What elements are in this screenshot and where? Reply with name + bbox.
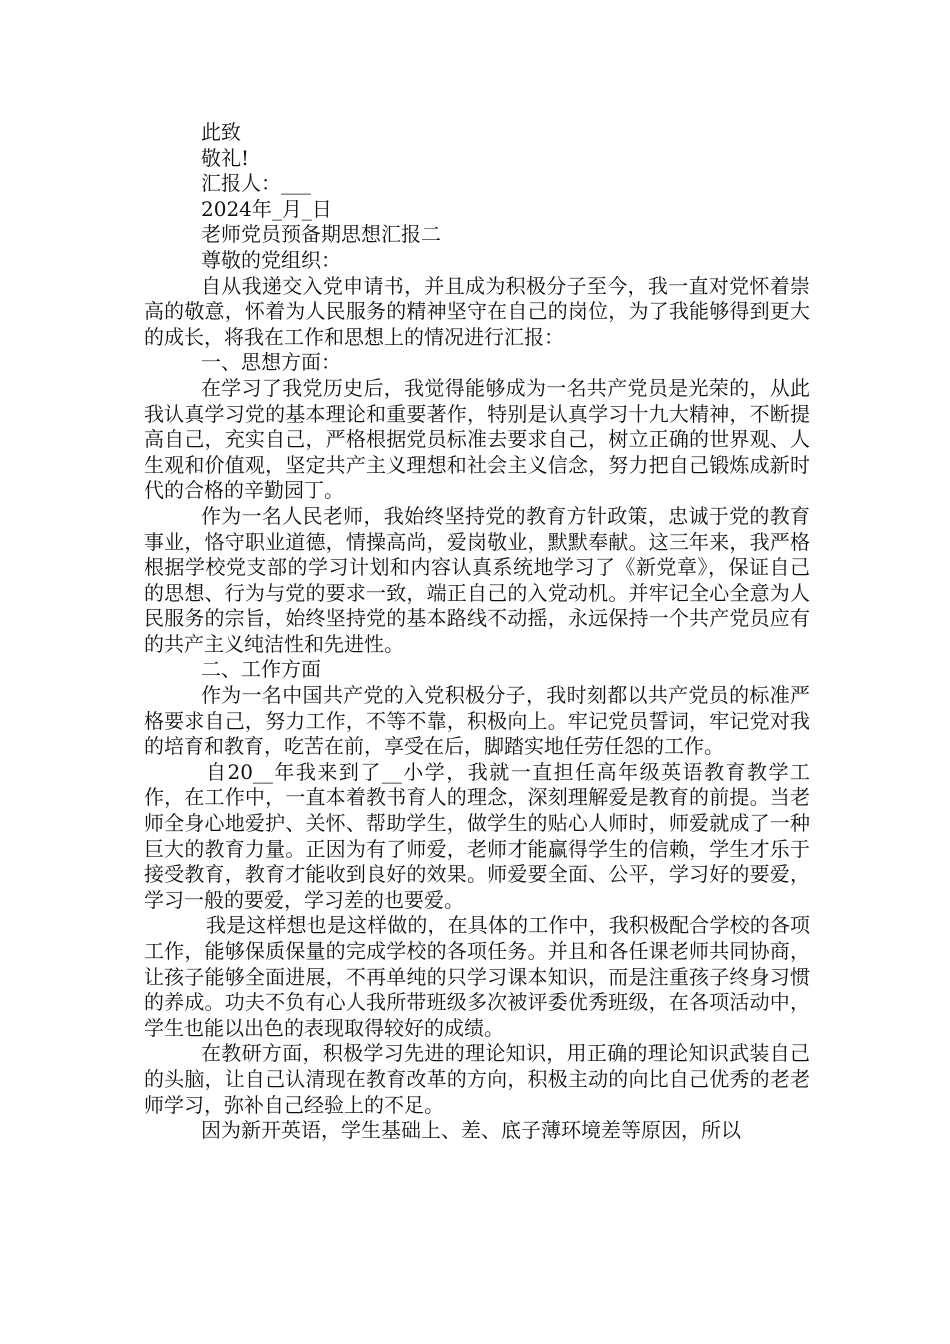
document-page xyxy=(144,120,810,1144)
closing-salutation: 此致 xyxy=(201,120,241,144)
section-heading-work: 二、工作方面 xyxy=(201,657,321,682)
greeting: 尊敬的党组织： xyxy=(201,247,341,272)
section-heading-thought: 一、思想方面： xyxy=(201,350,341,375)
thought-paragraph-2: 作为一名人民老师，我始终坚持党的教育方针政策，忠诚于党的教育事业，恪守职业道德，情操高尚，爱岗敬业，默默奉献。这三年来，我严格根据学校党支部的学习计划和内容认真系统地学习了《新党章》，保证自己的思想、行为与党的要求一致，端正自己的入党动机。并牢记全心全意为人民服务的宗旨，始终坚持党的基本路线不动摇，永远保持一个共产党员应有的共产主义纯洁性和先进性。 xyxy=(144,503,810,656)
intro-paragraph: 自从我递交入党申请书，并且成为积极分子至今，我一直对党怀着崇高的敬意，怀着为人民服务的精神坚守在自己的岗位，为了我能够得到更大的成长，将我在工作和思想上的情况进行汇报： xyxy=(144,273,810,349)
research-paragraph: 在教研方面，积极学习先进的理论知识，用正确的理论知识武装自己的头脑，让自己认清现在教育改革的方向，积极主动的向比自己优秀的老老师学习，弥补自己经验上的不足。 xyxy=(144,1041,810,1117)
work-paragraph-1: 作为一名中国共产党的入党积极分子，我时刻都以共产党员的标准严格要求自己，努力工作，不等不靠，积极向上。牢记党员誓词，牢记党对我的培育和教育，吃苦在前，享受在后，脚踏实地任劳任怨的工作。 xyxy=(144,683,810,759)
closing-regards: 敬礼! xyxy=(201,145,250,170)
document-title: 老师党员预备期思想汇报二 xyxy=(201,222,441,247)
english-paragraph: 因为新开英语，学生基础上、差、底子薄环境差等原因，所以 xyxy=(201,1118,741,1143)
thought-paragraph-1: 在学习了我党历史后，我觉得能够成为一名共产党员是光荣的，从此我认真学习党的基本理论和重要著作，特别是认真学习十九大精神，不断提高自己，充实自己，严格根据党员标准去要求自己，树立正确的世界观、人生观和价值观，坚定共产主义理想和社会主义信念，努力把自己锻炼成新时代的合格的辛勤园丁。 xyxy=(144,375,810,503)
reporter-signature: 汇报人：___ xyxy=(201,171,311,196)
work-paragraph-2: 自20__年我来到了__小学，我就一直担任高年级英语教育教学工作，在工作中，一直本着教书育人的理念，深刻理解爱是教育的前提。当老师全身心地爱护、关怀、帮助学生，做学生的贴心人师时，师爱就成了一种巨大的教育力量。正因为有了师爱，老师才能赢得学生的信赖，学生才乐于接受教育，教育才能收到良好的效果。师爱要全面、公平，学习好的要爱，学习一般的要爱，学习差的也要爱。 xyxy=(144,759,810,912)
work-paragraph-3: 我是这样想也是这样做的，在具体的工作中，我积极配合学校的各项工作，能够保质保量的完成学校的各项任务。并且和各任课老师共同协商，让孩子能够全面进展，不再单纯的只学习课本知识，而是注重孩子终身习惯的养成。功夫不负有心人我所带班级多次被评委优秀班级，在各项活动中，学生也能以出色的表现取得较好的成绩。 xyxy=(144,913,810,1040)
report-date: 2024年_月_日 xyxy=(201,196,332,221)
